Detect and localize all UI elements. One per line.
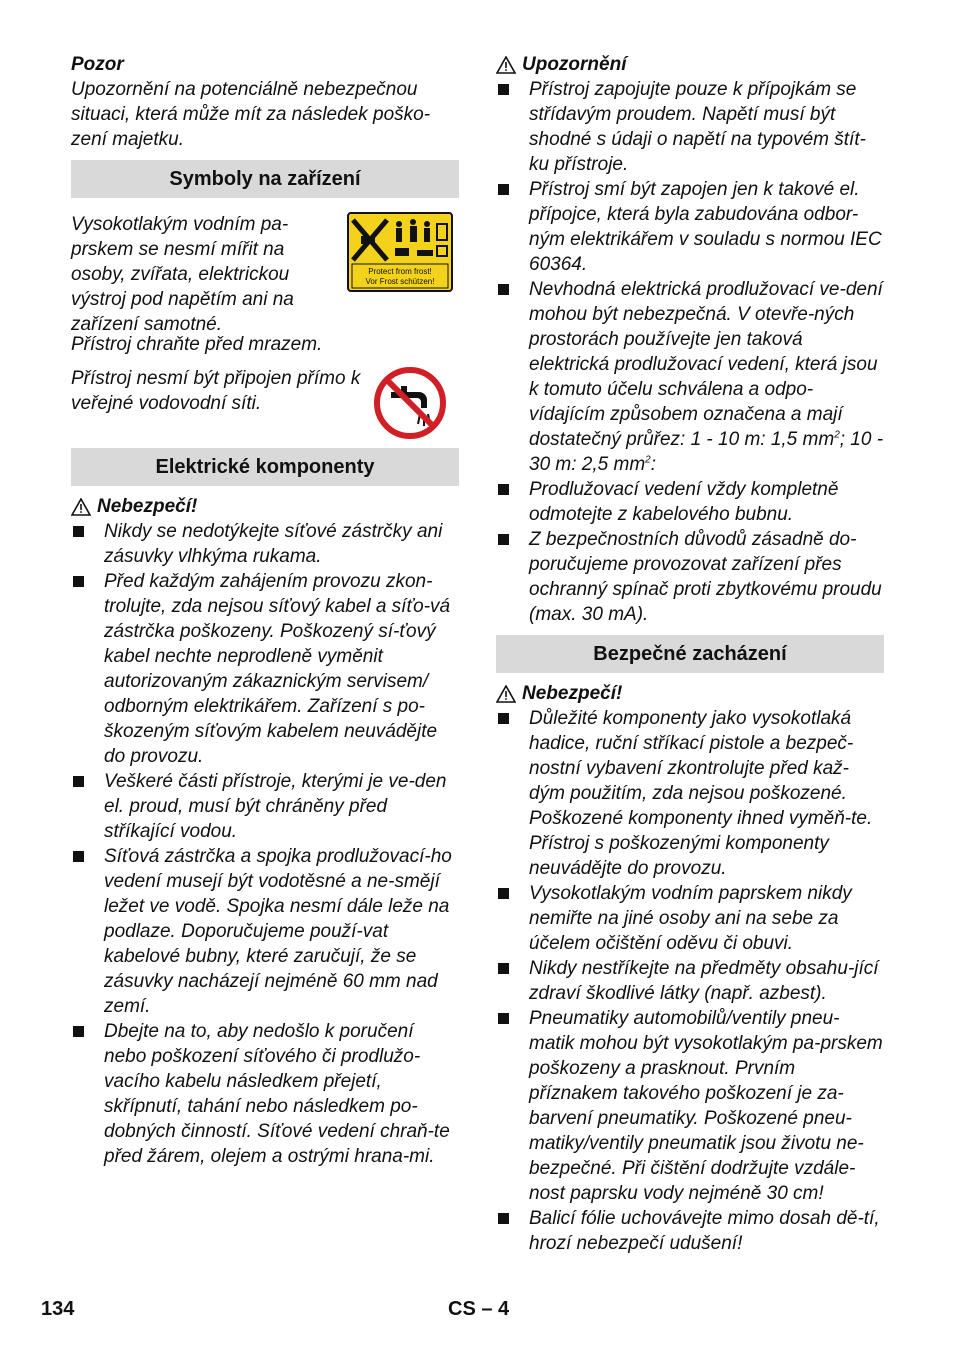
electric-heading: Elektrické komponenty [71,448,459,486]
symbol-row-2 [71,366,459,440]
left-column [71,52,459,1169]
superscript: 2 [645,454,651,466]
danger-text: Nebezpečí! [522,683,623,704]
symbol1-text: Vysokotlakým vodním pa-prskem se nesmí mířit na osoby, zvířata, elektrickou výstroj pod napětím ani na zařízení samotné. [71,214,294,335]
frost-sign-line1: Protect from frost! [368,267,432,276]
danger-text: Nebezpečí! [97,496,198,517]
symbol2-text: Přístroj nesmí být připojen přímo k veřejné vodovodní síti. [71,368,361,414]
list-item [496,277,884,477]
list-item: Důležité komponenty jako vysokotlaká hadice, ruční stříkací pistole a bezpeč-nostní vybavení zkontrolujte před kaž-dým použitím, zda nejsou poškozené. Poškozené komponenty ihned vyměň-te. Přístroj s poškozenými komponenty neuvádějte do provozu. [496,706,884,881]
list-item: Dbejte na to, aby nedošlo k poručení nebo poškození síťového či prodlužo-vacího kabelu následkem přejetí, skřípnutí, tahání nebo následkem po-dobných činností. Síťové vedení chraň-te před žárem, olejem a ostrými hrana-mi. [71,1019,459,1169]
safe-bullet-list [496,706,884,1256]
warning-text: Upozornění [522,54,627,75]
symbol-row-1 [71,212,459,347]
safe-heading: Bezpečné zacházení [496,635,884,673]
caution-text: Upozornění na potenciálně nebezpečnou situaci, která může mít za následek poško-zení majetku. [71,79,431,150]
list-item: Pneumatiky automobilů/ventily pneu-matik mohou být vysokotlakým pa-prskem poškozeny a prasknout. Prvním příznakem takového poškození je za-barvení pneumatiky. Poškozené pneu-matiky/ventily pneumatik jsou životu ne-bezpečné. Při čištění dodržujte vzdále-nost paprsku vody nejméně 30 cm! [496,1006,884,1206]
list-item: Vysokotlakým vodním paprskem nikdy nemiřte na jiné osoby ani na sebe za účelem očištění oděvu či obuvi. [496,881,884,956]
danger-label-right [496,681,884,706]
section-label: CS – 4 [448,1298,510,1320]
page-number: 134 [41,1298,75,1320]
list-item: Prodlužovací vedení vždy kompletně odmotejte z kabelového bubnu. [496,477,884,527]
warning-triangle-icon [496,685,516,703]
cable-text-mid: ; 10 - 30 m: 2,5 mm [529,429,884,475]
list-item: Veškeré části přístroje, kterými je ve-den el. proud, musí být chráněny před stříkající vodou. [71,769,459,844]
no-direct-water-connection-icon [373,366,447,440]
right-column [496,52,884,1256]
cable-text-end: : [650,454,656,475]
cable-text-main: Nevhodná elektrická prodlužovací ve-dení mohou být nebezpečná. V otevře-ných prostorách používejte jen taková elektrická prodlužovací vedení, která jsou k tomuto účelu schválena a odpo-vídajícím způsobem označena a mají dostatečný průřez: 1 - 10 m: 1,5 mm [529,279,883,450]
frost-sign-line2: Vor Frost schützen! [365,277,435,286]
warning-label [496,52,884,77]
list-item: Nikdy se nedotýkejte síťové zástrčky ani zásuvky vlhkýma rukama. [71,519,459,569]
electric-bullet-list [71,519,459,1169]
frost-text: Přístroj chraňte před mrazem. [71,334,323,355]
list-item: Nikdy nestříkejte na předměty obsahu-jící zdraví škodlivé látky (např. azbest). [496,956,884,1006]
list-item: Přístroj smí být zapojen jen k takové el. přípojce, která byla zabudována odbor-ným elektrikářem v souladu s normou IEC 60364. [496,177,884,277]
list-item: Balicí fólie uchovávejte mimo dosah dě-tí, hrozí nebezpečí udušení! [496,1206,884,1256]
list-item: Síťová zástrčka a spojka prodlužovací-ho vedení musejí být vodotěsné a ne-smějí ležet ve vodě. Spojka nesmí dále leže na podlaze. Doporučujeme použí-vat kabelové bubny, které zaručují, že se zásuvky nacházejí nejméně 60 mm nad zemí. [71,844,459,1019]
symbols-heading: Symboly na zařízení [71,160,459,198]
superscript: 2 [834,429,840,441]
list-item: Z bezpečnostních důvodů zásadně do-poručujeme provozovat zařízení přes ochranný spínač proti zbytkovému proudu (max. 30 mA). [496,527,884,627]
warning-triangle-icon [71,498,91,516]
warning-triangle-icon [496,56,516,74]
warning-bullet-list [496,77,884,627]
caution-title: Pozor [71,54,124,75]
list-item: Přístroj zapojujte pouze k přípojkám se střídavým proudem. Napětí musí být shodné s údaji o napětí na typovém štít-ku přístroje. [496,77,884,177]
list-item: Před každým zahájením provozu zkon-trolujte, zda nejsou síťový kabel a síťo-vá zástrčka poškozeny. Poškozený sí-ťový kabel nechte neprodleně vyměnit autorizovaným zákaznickým servisem/ odborným elektrikářem. Zařízení s po-škozeným síťovým kabelem neuvádějte do provozu. [71,569,459,769]
no-spray-frost-symbol-icon [347,212,453,292]
danger-label-left [71,494,459,519]
